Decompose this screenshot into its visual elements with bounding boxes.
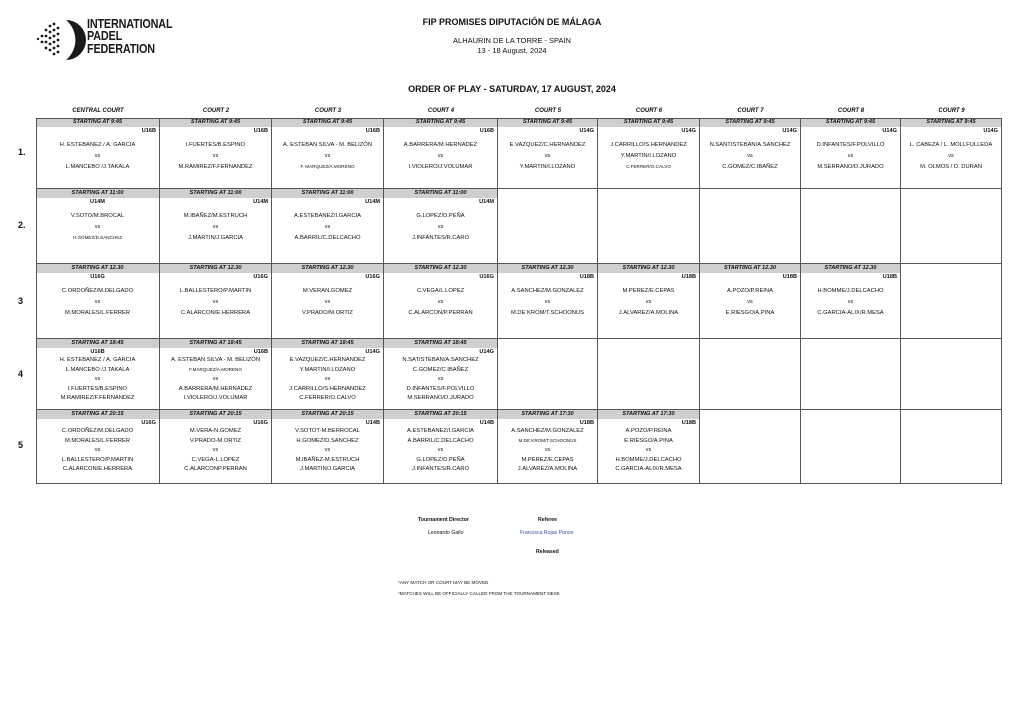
team-name: M.RAMIREZ/F.FERNANDEZ <box>60 395 135 402</box>
team-name: C.ORDOÑEZ/M.DELGADO <box>61 428 134 434</box>
start-time: STARTING AT 9:45 <box>901 118 1001 127</box>
match-cell <box>384 410 498 484</box>
match-cell <box>498 118 598 189</box>
match-cell <box>272 264 384 339</box>
team-name: H.GOMEZ/D.SANCHEZ <box>72 235 123 240</box>
team-name: V.PRADO-M.ORTIZ <box>189 437 242 444</box>
match-cell <box>901 339 1002 410</box>
team-name: H. ESTEBANEZ / A. GARCIA <box>59 357 136 363</box>
start-time: STARTING AT 18:45 <box>160 339 271 348</box>
start-time: STARTING AT 11:00 <box>384 189 497 198</box>
start-time: STARTING AT 20:15 <box>160 410 271 419</box>
team-name: J.INFANTES/R.CARO <box>411 235 469 241</box>
category-badge: U16G <box>141 420 156 426</box>
match-cell <box>901 264 1002 339</box>
category-badge: U16G <box>365 274 380 280</box>
versus-label: vs <box>94 376 101 383</box>
category-badge: U14M <box>365 199 380 205</box>
start-time: STARTING AT 12.30 <box>700 264 800 273</box>
team-name: L. CABEZA / L. MOLLFULLEDA <box>909 142 993 148</box>
versus-label: vs <box>437 447 444 454</box>
category-badge: U14M <box>90 199 105 205</box>
category-badge: U14G <box>882 128 897 134</box>
category-badge: U14B <box>365 420 380 426</box>
start-time: STARTING AT 12.30 <box>36 264 159 273</box>
team-name: M.VERAN.GOMEZ <box>302 288 353 294</box>
category-badge: U18B <box>681 274 696 280</box>
match-cell <box>598 410 700 484</box>
team-name: A.ESTEBANEZ/I.GARCIA <box>293 213 361 219</box>
versus-label: vs <box>437 376 444 383</box>
team-name: Y.MARTIN/I.LOZANO <box>620 153 677 159</box>
team-name: C.FERRER/O.CALVO <box>626 164 671 169</box>
category-badge: U14M <box>479 199 494 205</box>
match-cell <box>598 339 700 410</box>
team-name: L.MANCEBO /J.TAKALA <box>65 366 130 373</box>
round-number: 1. <box>18 147 26 157</box>
team-name: Y.MARTIN/I.LOZANO <box>299 366 356 373</box>
court-header: COURT 9 <box>938 108 965 114</box>
match-cell <box>384 189 498 264</box>
versus-label: vs <box>212 376 219 383</box>
versus-label: vs <box>747 299 753 305</box>
tournament-title: FIP PROMISES DIPUTACIÓN DE MÁLAGA <box>422 17 602 27</box>
category-badge: U18B <box>882 274 897 280</box>
versus-label: vs <box>94 299 101 305</box>
team-name: V.PRADO/M.ORTIZ <box>302 310 353 316</box>
team-name: M.MORALES/L.FERRER <box>64 437 131 444</box>
match-cell <box>700 264 801 339</box>
team-name: Y.MARTIN/I.LOZANO <box>519 164 576 170</box>
director-label: Tournament Director <box>418 517 469 523</box>
category-badge: U14G <box>479 349 494 355</box>
versus-label: vs <box>847 153 854 159</box>
team-name: C.ALARCON/P.PERRAN <box>408 310 473 316</box>
match-cell <box>801 410 901 484</box>
team-name: C.ALARCONP.PERRAN <box>184 466 247 473</box>
category-badge: U14G <box>983 128 998 134</box>
category-badge: U14G <box>782 128 797 134</box>
order-of-play-title: ORDER OF PLAY - SATURDAY, 17 AUGUST, 2024 <box>408 84 616 94</box>
match-cell <box>160 410 272 484</box>
team-name: L.BALLESTERO/P.MARTIN <box>61 456 134 463</box>
versus-label: vs <box>94 447 101 454</box>
start-time: STARTING AT 20:15 <box>384 410 497 419</box>
match-cell <box>700 410 801 484</box>
versus-label: vs <box>544 447 551 454</box>
start-time: STARTING AT 9:45 <box>36 118 159 127</box>
category-badge: U18B <box>782 274 797 280</box>
start-time: STARTING AT 11:00 <box>160 189 271 198</box>
round-number: 4 <box>18 369 24 379</box>
start-time: STARTING AT 18:45 <box>384 339 497 348</box>
team-name: C.GOMEZ/C.IBAÑEZ <box>412 366 469 373</box>
versus-label: vs <box>324 299 331 305</box>
versus-label: vs <box>324 153 331 159</box>
match-cell <box>598 264 700 339</box>
court-header: COURT 5 <box>534 108 562 114</box>
versus-label: vs <box>437 153 444 159</box>
tournament-location: ALHAURIN DE LA TORRE - SPAIN <box>453 36 571 45</box>
category-badge: U16G <box>253 274 268 280</box>
team-name: A. ESTEBAN SILVA - M. BELIZÓN <box>282 142 373 148</box>
team-name: F.MARQUEZ/A.MORENO <box>189 366 242 372</box>
team-name: I.FUERTES/B.ESPINO <box>67 385 128 392</box>
court-header: COURT 6 <box>635 108 663 114</box>
category-badge: U16B <box>253 128 268 134</box>
start-time: STARTING AT 12.30 <box>801 264 900 273</box>
versus-label: vs <box>94 224 101 230</box>
category-badge: U16G <box>479 274 494 280</box>
match-cell <box>901 118 1002 189</box>
start-time: STARTING AT 9:45 <box>272 118 383 127</box>
team-name: M.PEREZ/E.CEPAS <box>521 456 574 463</box>
round-number: 2. <box>18 220 26 230</box>
match-cell <box>498 264 598 339</box>
match-cell <box>272 118 384 189</box>
court-header: COURT 7 <box>737 108 764 114</box>
note-called: *MATCHES WILL BE OFFICIALLY CALLED FROM THE TOURNAMENT DESK <box>398 591 560 596</box>
versus-label: vs <box>948 153 954 159</box>
logo-wordmark: INTERNATIONAL PADEL FEDERATION <box>87 17 173 56</box>
start-time: STARTING AT 18:45 <box>272 339 383 348</box>
team-name: C.GOMEZ/C.IBAÑEZ <box>722 164 778 170</box>
category-badge: U16B <box>253 349 268 355</box>
team-name: M.DE KROM/T.SCHOONUS <box>518 437 577 443</box>
category-badge: U16B <box>365 128 380 134</box>
category-badge: U16G <box>253 420 268 426</box>
team-name: A.ESTEBANEZ/I.GARCIA <box>406 428 474 434</box>
team-name: M. OLMOS / D. DURAN <box>920 164 982 170</box>
team-name: M.PEREZ/E.CEPAS <box>622 288 675 294</box>
start-time: STARTING AT 11:00 <box>272 189 383 198</box>
category-badge: U14M <box>253 199 268 205</box>
versus-label: vs <box>212 153 219 159</box>
tournament-dates: 13 - 18 August, 2024 <box>477 46 547 55</box>
match-cell <box>598 118 700 189</box>
match-cell <box>901 410 1002 484</box>
team-name: M.RAMIREZ/F.FERNANDEZ <box>178 164 253 170</box>
match-cell <box>801 189 901 264</box>
match-cell <box>36 189 160 264</box>
team-name: M.VERA-N.GOMEZ <box>189 428 242 434</box>
match-cell <box>700 339 801 410</box>
start-time: STARTING AT 9:45 <box>598 118 699 127</box>
court-header: COURT 3 <box>314 108 342 114</box>
match-cell <box>384 339 498 410</box>
match-cell <box>36 118 160 189</box>
match-cell <box>160 264 272 339</box>
match-cell <box>36 410 160 484</box>
match-cell <box>272 189 384 264</box>
category-badge: U18B <box>681 420 696 426</box>
round-number: 5 <box>18 440 24 450</box>
team-name: H.BOMME/J.DELCACHO <box>615 456 682 463</box>
team-name: C.VEGA/L.LOPEZ <box>416 288 465 294</box>
match-cell <box>801 339 901 410</box>
start-time: STARTING AT 12.30 <box>384 264 497 273</box>
start-time: STARTING AT 11:00 <box>36 189 159 198</box>
team-name: L.MANCEBO /J.TAKALA <box>65 164 130 170</box>
released-label: Released <box>536 549 559 555</box>
director-name: Leonardo Gallo <box>428 530 464 536</box>
team-name: A. ESTEBAN SILVA - M. BELIZÓN <box>170 357 261 363</box>
start-time: STARTING AT 17:30 <box>498 410 597 419</box>
team-name: D.INFANTES/F.POLVILLO <box>816 142 885 148</box>
team-name: J.MARTIN/J.GARCIA <box>300 466 355 473</box>
team-name: V.SOTO/M.BROCAL <box>70 213 125 219</box>
versus-label: vs <box>747 153 753 159</box>
team-name: C.GARCIA-ALIX/R.MESA <box>615 466 682 473</box>
team-name: N.SANTISTEBAN/A.SANCHEZ <box>709 142 791 148</box>
team-name: M.IBAÑEZ-M.ESTRUCH <box>295 456 360 463</box>
team-name: C.ORDOÑEZ/M.DELGADO <box>61 288 134 294</box>
team-name: C.GARCIA-ALIX/R.MESA <box>817 310 884 316</box>
court-header: COURT 2 <box>202 108 230 114</box>
versus-label: vs <box>544 299 551 305</box>
match-cell <box>160 189 272 264</box>
team-name: L.BALLESTERO/P.MARTIN <box>179 288 252 294</box>
start-time: STARTING AT 12.30 <box>598 264 699 273</box>
court-header: COURT 8 <box>837 108 865 114</box>
team-name: A.POZO/P.REINA <box>625 428 672 434</box>
versus-label: vs <box>847 299 854 305</box>
team-name: A.BARRERA/M.HERNADEZ <box>403 142 478 148</box>
category-badge: U18B <box>579 274 594 280</box>
court-header: CENTRAL COURT <box>72 108 124 114</box>
team-name: H. ESTEBANEZ / A. GARCIA <box>59 142 136 148</box>
start-time: STARTING AT 12.30 <box>498 264 597 273</box>
match-cell <box>801 264 901 339</box>
versus-label: vs <box>437 299 444 305</box>
start-time: STARTING AT 20:15 <box>272 410 383 419</box>
team-name: G.LOPEZ/D.PEÑA <box>416 456 465 463</box>
team-name: E.RIESGO/A.PINA <box>725 310 775 316</box>
start-time: STARTING AT 9:45 <box>160 118 271 127</box>
category-badge: U14B <box>479 420 494 426</box>
match-cell <box>700 189 801 264</box>
team-name: E.VAZQUEZ/C.HERNANDEZ <box>509 142 586 148</box>
team-name: A.POZO/P.REINA <box>727 288 773 294</box>
start-time: STARTING AT 9:45 <box>801 118 900 127</box>
start-time: STARTING AT 9:45 <box>384 118 497 127</box>
team-name: J.INFANTES/R.CARO <box>411 466 469 473</box>
versus-label: vs <box>324 376 331 383</box>
team-name: C.VEGA-L.LOPEZ <box>191 456 240 463</box>
match-cell <box>36 264 160 339</box>
team-name: E.VAZQUEZ/C.HERNANDEZ <box>289 357 366 363</box>
team-name: F. MARQUEZ/A.MORENO <box>300 164 355 169</box>
team-name: I.FUERTES/B.ESPINO <box>185 142 246 148</box>
match-cell <box>160 339 272 410</box>
versus-label: vs <box>212 299 219 305</box>
team-name: I.VIOLERO/J.VOLUMAR <box>408 164 473 170</box>
start-time: STARTING AT 18:45 <box>36 339 159 348</box>
team-name: J.CARRILLO/S.HERNANDEZ <box>289 385 366 392</box>
category-badge: U16G <box>90 274 105 280</box>
team-name: J.MARTIN/J.GARCIA <box>188 235 243 241</box>
match-cell <box>384 118 498 189</box>
versus-label: vs <box>212 447 219 454</box>
team-name: A.BARRIL/C.DELCACHO <box>294 235 361 241</box>
court-header: COURT 4 <box>427 108 455 114</box>
start-time: STARTING AT 12.30 <box>160 264 271 273</box>
match-cell <box>700 118 801 189</box>
match-cell <box>801 118 901 189</box>
team-name: M.IBAÑEZ/M.ESTRUCH <box>183 213 248 219</box>
match-cell <box>498 339 598 410</box>
team-name: I.VIOLERO/J.VOLUMAR <box>183 395 248 402</box>
start-time: STARTING AT 12.30 <box>272 264 383 273</box>
versus-label: vs <box>324 447 331 454</box>
team-name: J.ALVAREZ/A.MOLINA <box>517 466 578 473</box>
match-cell <box>272 339 384 410</box>
team-name: E.RIESGO/A.PINA <box>624 437 673 444</box>
team-name: A.BARRIL/C.DELCACHO <box>407 437 474 444</box>
team-name: A.SANCHEZ/M.GONZALEZ <box>511 288 584 294</box>
team-name: C.ALARCON/E.HERRERA <box>180 310 251 316</box>
team-name: V.SOTOT-M.BERROCAL <box>295 428 360 434</box>
team-name: M.MORALES/L.FERRER <box>64 310 131 316</box>
round-number: 3 <box>18 296 24 306</box>
match-cell <box>36 339 160 410</box>
versus-label: vs <box>212 224 219 230</box>
versus-label: vs <box>324 224 331 230</box>
team-name: C.ALARCON/E.HERRERA <box>62 466 133 473</box>
note-moved: *ANY MATCH OR COURT MAY BE MOVED <box>398 580 489 585</box>
match-cell <box>498 189 598 264</box>
start-time: STARTING AT 20:15 <box>36 410 159 419</box>
category-badge: U14G <box>579 128 594 134</box>
start-time: STARTING AT 9:45 <box>700 118 800 127</box>
category-badge: U14G <box>681 128 696 134</box>
match-cell <box>901 189 1002 264</box>
category-badge: U14G <box>365 349 380 355</box>
category-badge: U16B <box>479 128 494 134</box>
team-name: C.FERRER/O.CALVO <box>299 395 356 402</box>
category-badge: U16B <box>141 128 156 134</box>
match-cell <box>272 410 384 484</box>
versus-label: vs <box>645 299 652 305</box>
versus-label: vs <box>437 224 444 230</box>
team-name: D.INFANTES/F.POLVILLO <box>406 385 475 392</box>
team-name: M.SERRANO/D.JURADO <box>407 395 474 402</box>
team-name: A.SANCHEZ/M.GONZALEZ <box>511 428 584 434</box>
versus-label: vs <box>94 153 101 159</box>
versus-label: vs <box>544 153 551 159</box>
team-name: H.GOMEZ/D.SANCHEZ <box>296 437 359 444</box>
start-time: STARTING AT 9:45 <box>498 118 597 127</box>
team-name: M.DE KROM/T.SCHOONUS <box>510 310 585 316</box>
match-cell <box>498 410 598 484</box>
team-name: M.SERRANO/D.JURADO <box>817 164 884 170</box>
team-name: H.BOMME/J.DELCACHO <box>817 288 884 294</box>
team-name: N.SATISTEBAN/A.SANCHEZ <box>402 357 479 363</box>
team-name: J.CARRILLO/S.HERNANDEZ <box>610 142 687 148</box>
start-time: STARTING AT 17:30 <box>598 410 699 419</box>
team-name: G.LOPEZ/D.PEÑA <box>416 213 465 219</box>
match-cell <box>384 264 498 339</box>
referee-label: Referee <box>538 517 558 523</box>
category-badge: U18B <box>579 420 594 426</box>
match-cell <box>598 189 700 264</box>
versus-label: vs <box>645 447 652 454</box>
category-badge: U16B <box>90 349 105 355</box>
referee-name: Francisca Rojas Ponce <box>520 530 574 536</box>
team-name: A.BARRERA/M.HERNADEZ <box>178 385 253 392</box>
match-cell <box>160 118 272 189</box>
team-name: J.ALVAREZ/A.MOLINA <box>618 310 679 316</box>
